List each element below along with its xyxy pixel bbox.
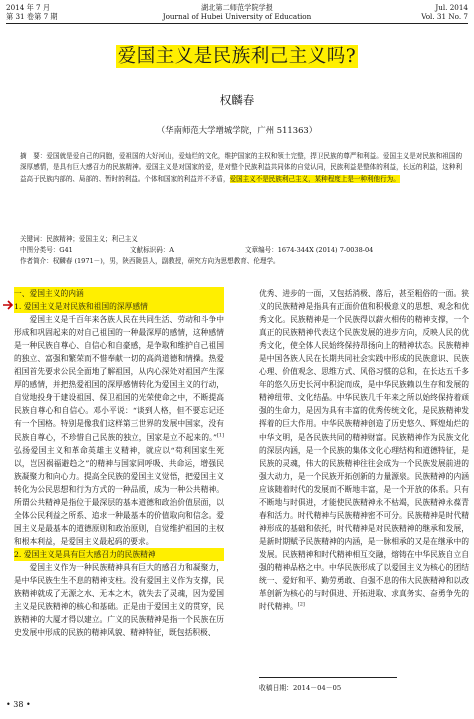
clc-number: 中图分类号：G41 bbox=[20, 246, 73, 254]
paragraph-1-tail: 弘扬爱国主义和革命英雄主义精神，就应以“苟利国家生死以，岂因祸福避趋之”的精神与国家同呼吸、共命运，增强民族凝聚力和向心力。提高全民族的爱国主义觉悟，把爱国主义转化为公民思想和行为方式的一种品质，成为一种公共精神。所谓公共精神是指位于最深层的基本道德和政治价值层面，以全体公民利益之所系、追求一种最基本的价值取向和信念。爱国主义是最基本的道德原则和政治原则，自觉维护祖国的主权和根本利益，是爱国主义最起码的要求。 bbox=[14, 445, 224, 546]
header-right bbox=[421, 3, 468, 21]
abstract-highlight: 爱国主义不是民族利己主义，某种程度上是一种利他行为。 bbox=[229, 174, 400, 183]
citation-2: [2] bbox=[297, 601, 305, 608]
author-affiliation: （华南师范大学增城学院，广州 511363） bbox=[156, 125, 318, 135]
paragraph-3-text: 优秀、进步的一面，又包括消极、落后，甚至粗俗的一面。狭义的民族精神是指具有正面价值和积极意义的思想、观念和优秀文化。民族精神是一个民族得以薪火相传的精神支撑，一个真正的民族精神代表这个民族发展的进步方向，反映人民的优秀文化，使全体人民始终保持昂扬向上的精神状态。民族精神是中国各族人民在长期共同社会实践中形成的民族意识、民族心理、价值观念、思维方式、风俗习惯的总和，在长达五千多年的悠久历史长河中积淀而成，是中华民族赖以生存和发展的精神纽带、文化结晶。中华民族几千年来之所以始终保持着顽强的生命力，是因为具有丰富的优秀传统文化，是民族精神发挥着的巨大作用。中华民族精神创造了历史悠久、辉煌灿烂的中华文明，是各民族共同的精神财富。民族精神作为民族文化的深层内涵，是一个民族的集体文化心理结构和道德特征，是民族的灵魂，伟大的民族精神往往会成为一个民族发展前进的强大动力，是一个民族开拓创新的力量源泉。民族精神的内涵应该随着时代的发展而不断地丰富，是一个开放的体系。只有不断地与时俱进，才能使民族精神永不枯竭，民族精神永葆青春和活力。时代精神与民族精神密不可分。民族精神是时代精神形成的基础和依托，时代精神是对民族精神的继承和发展，是新时期赋予民族精神的内涵，是一脉相承的又是在继承中的发展。民族精神和时代精神相互交融，熔铸在中华民族自立自强的精神品格之中。中华民族形成了以爱国主义为核心的团结统一、爱好和平、勤劳勇敢、自强不息的伟大民族精神和以改革创新为核心的与时俱进、开拓进取、求真务实、奋勇争先的时代精神。 bbox=[259, 289, 469, 612]
received-date: 收稿日期：2014－04－05 bbox=[259, 684, 342, 692]
paragraph-3 bbox=[259, 287, 469, 613]
title-block bbox=[0, 45, 474, 68]
keywords: 关键词：民族精神；爱国主义；利己主义 bbox=[20, 235, 138, 243]
article-number: 文章编号：1674-344X (2014) 7-0038-04 bbox=[245, 246, 374, 254]
author-bio: 作者简介：权麟春 (1971－)，男，陕西陇县人，副教授，研究方向为思想教育、伦理学。 bbox=[20, 257, 280, 265]
abstract-text: 摘 要：爱国就是爱自己的同胞，爱祖国的大好河山，爱灿烂的文化，维护国家的主权和领土完整，捍卫民族的尊严和利益。爱国主义是对民族和祖国的深厚感情，是具有巨大感召力的民族精神。爱国主义是对国家的爱，是对整个民族利益共同体的自觉认同，民族利益是整体的利益，长远的利益，这种利益高于民族内部的、局部的、暂时的利益。个体和国家的利益并不矛盾， bbox=[20, 152, 462, 183]
article-title: 爱国主义是民族利己主义吗? bbox=[117, 46, 357, 67]
journal-name-en: Journal of Hubei University of Education bbox=[162, 12, 312, 21]
header-volume-en: Vol. 31 No. 7 bbox=[421, 12, 468, 21]
subsection-heading-2: 2. 爱国主义是具有巨大感召力的民族精神 bbox=[14, 548, 224, 561]
header-center bbox=[6, 3, 468, 21]
paragraph-1 bbox=[14, 313, 224, 548]
paragraph-2: 爱国主义作为一种民族精神具有巨大的感召力和凝聚力，是中华民族生生不息的精神支柱。没有爱国主义作为支撑，民族精神就成了无源之水、无本之木，就失去了灵魂，因为爱国主义是民族精神的核心和基础。正是由于爱国主义的贯穿，民族精神的大厦才得以建立。广义的民族精神是指一个民族在历史发展中形成的民族的精神风貌、精神特征，既包括积极、 bbox=[14, 562, 224, 638]
document-code: 文献标识码：A bbox=[130, 246, 175, 254]
paragraph-1-text: 爱国主义是千百年来各族人民在共同生活、劳动和斗争中形成和巩固起来的对自己祖国的一种最深厚的感情，这种感情是一种民族自尊心、自信心和自豪感，是争取和维护自己祖国的独立、富强和繁荣而不惜奉献一切的高尚道德和情操。热爱祖国首先要求公民全面地了解祖国，从内心深处对祖国产生深厚的感情，并把热爱祖国的深厚感情转化为爱国主义的行动，自觉地投身于建设祖国、保卫祖国的光荣使命之中，不断提高民族自尊心和自信心。邓小平说：“谈到人格，但不要忘记还有一个国格。特别是像我们这样第三世界的发展中国家，没有民族自尊心，不珍惜自己民族的独立，国家是立不起来的。” bbox=[14, 315, 224, 442]
subsection-heading-1: 1. 爱国主义是对民族和祖国的深厚感情 bbox=[14, 300, 224, 313]
header-date-en: Jul. 2014 bbox=[435, 3, 468, 12]
header-date: 2014 年 7 月 bbox=[6, 3, 51, 12]
section-heading: 一、爱国主义的内涵 bbox=[14, 287, 224, 300]
article-author: 权麟春 bbox=[219, 93, 255, 107]
right-column bbox=[259, 287, 469, 613]
page-number: • 38 • bbox=[6, 700, 31, 709]
running-header bbox=[6, 3, 468, 23]
journal-name-cn: 湖北第二师范学院学报 bbox=[201, 3, 273, 12]
left-column bbox=[14, 287, 224, 639]
abstract bbox=[20, 151, 462, 185]
citation-1: [1] bbox=[216, 431, 224, 438]
footnote-rule bbox=[259, 677, 397, 678]
header-rule bbox=[6, 23, 468, 24]
header-volume: 第 31 卷第 7 期 bbox=[6, 12, 58, 21]
